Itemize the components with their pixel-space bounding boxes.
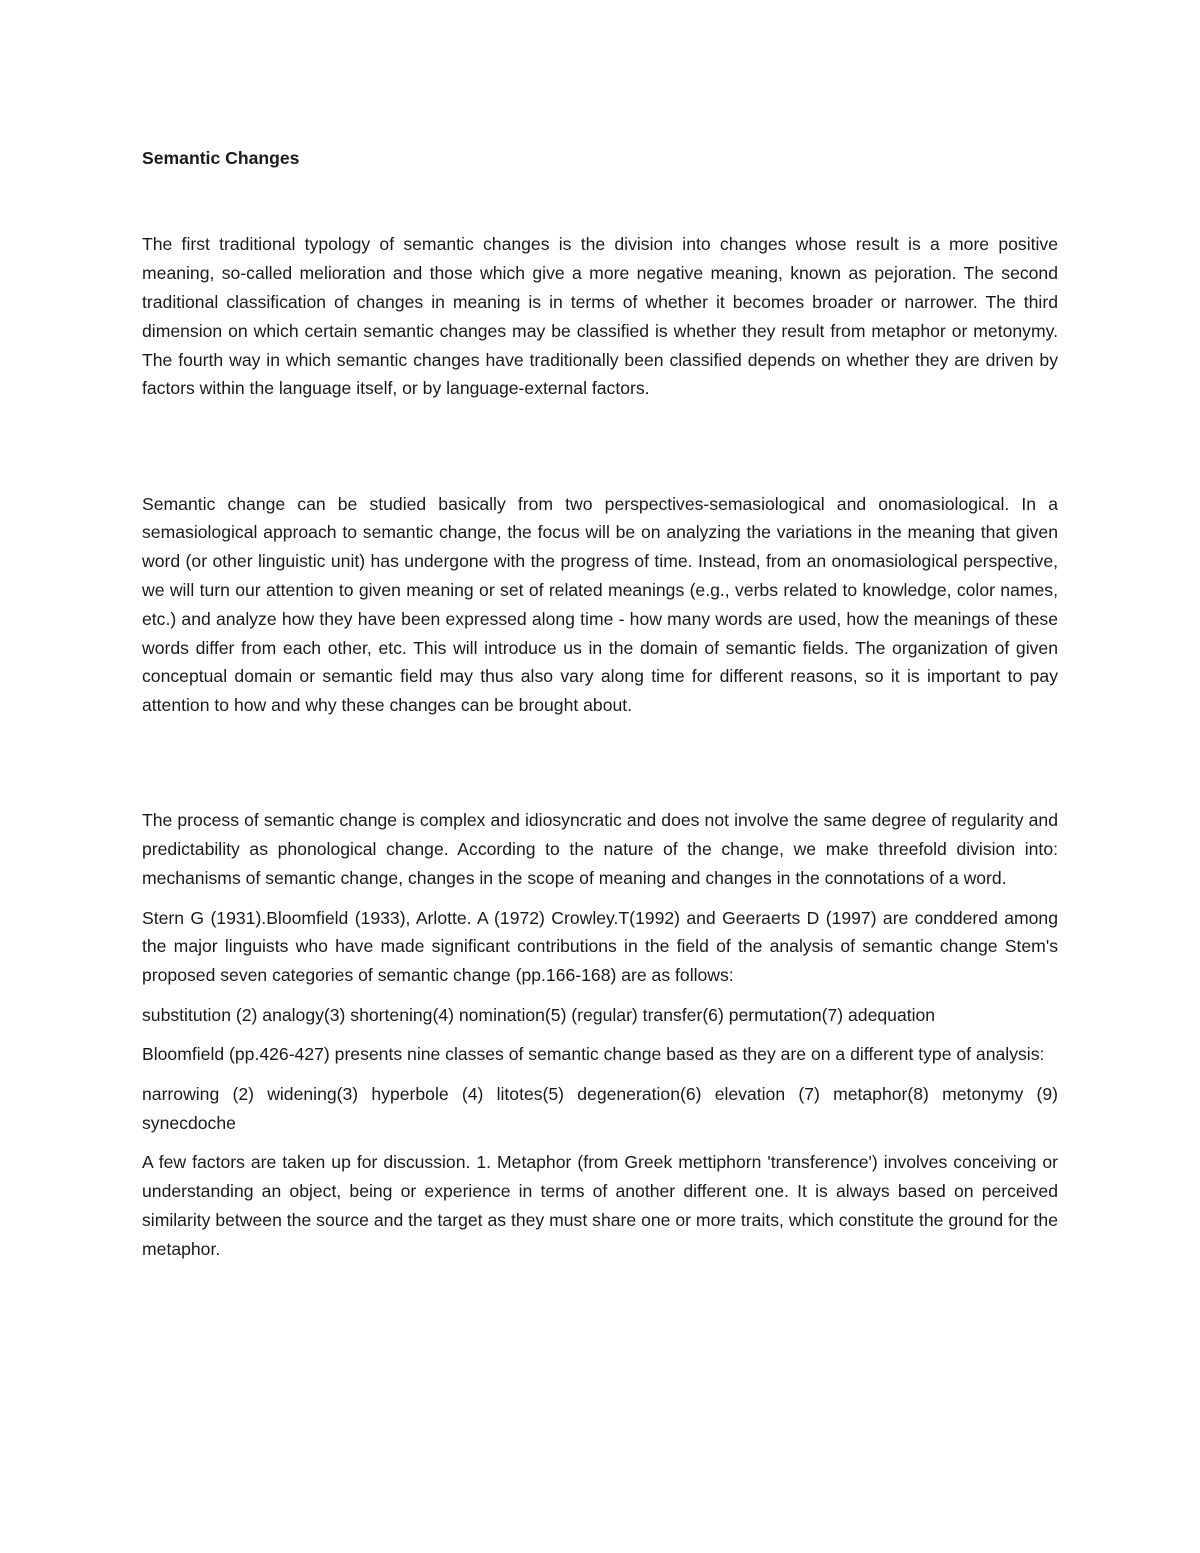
paragraph-bloomfield-classes: narrowing (2) widening(3) hyperbole (4) litotes(5) degeneration(6) elevation (7) metaphor(8) metonymy (9) synecdoche bbox=[142, 1083, 1058, 1133]
paragraph-metaphor: A few factors are taken up for discussion. 1. Metaphor (from Greek mettiphorn 'transference') involves conceiving or understanding an object, being or experience in terms of another different one. It is always based on perceived similarity between the source and the target as they must share one or more traits, which constitute the ground for the metaphor. bbox=[142, 1152, 1058, 1259]
paragraph-process: The process of semantic change is complex and idiosyncratic and does not involve the same degree of regularity and predictability as phonological change. According to the nature of the change, we make threefold division into: mechanisms of semantic change, changes in the scope of meaning and changes in the connotations of a word. bbox=[142, 810, 1058, 888]
paragraph-linguists: Stern G (1931).Bloomfield (1933), Arlotte. A (1972) Crowley.T(1992) and Geeraerts D (1997) are conddered among the major linguists who have made significant contributions in the field of the analysis of semantic change Stem's proposed seven categories of semantic change (pp.166-168) are as follows: bbox=[142, 907, 1058, 986]
paragraph-typology: The first traditional typology of semantic changes is the division into changes whose result is a more positive meaning, so-called melioration and those which give a more negative meaning, known as pejoration. The second traditional classification of changes in meaning is in terms of whether it becomes broader or narrower. The third dimension on which certain semantic changes may be classified is whether they result from metaphor or metonymy. The fourth way in which semantic changes have traditionally been classified depends on whether they are driven by factors within the language itself, or by language-external factors. bbox=[142, 234, 1058, 399]
paragraph-bloomfield-intro: Bloomfield (pp.426-427) presents nine classes of semantic change based as they are on a different type of analysis: bbox=[142, 1044, 1045, 1065]
document-title: Semantic Changes bbox=[142, 148, 300, 168]
paragraph-stern-categories: substitution (2) analogy(3) shortening(4) nomination(5) (regular) transfer(6) permutation(7) adequation bbox=[142, 1004, 936, 1025]
paragraph-perspectives: Semantic change can be studied basically from two perspectives-semasiological and onomasiological. In a semasiological approach to semantic change, the focus will be on analyzing the variations in the meaning that given word (or other linguistic unit) has undergone with the progress of time. Instead, from an onomasiological perspective, we will turn our attention to given meaning or set of related meanings (e.g., verbs related to knowledge, color names, etc.) and analyze how they have been expressed along time - how many words are used, how the meanings of these words differ from each other, etc. This will introduce us in the domain of semantic fields. The organization of given conceptual domain or semantic field may thus also vary along time for different reasons, so it is important to pay attention to how and why these changes can be brought about. bbox=[142, 493, 1058, 716]
